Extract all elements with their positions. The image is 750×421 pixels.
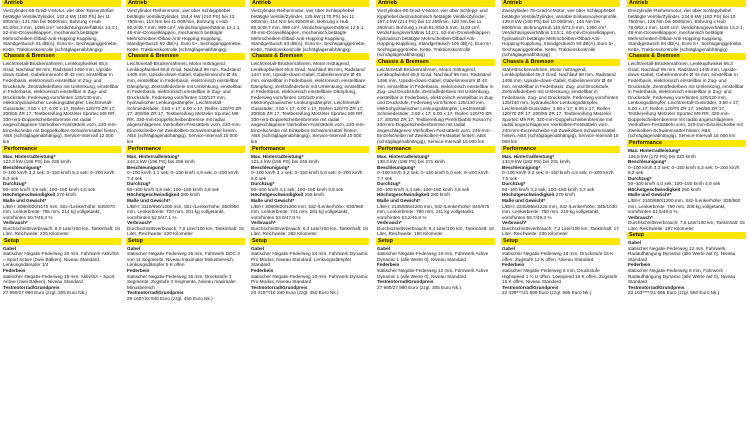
spec-label: Max. Hinterradleistung* <box>127 153 180 159</box>
section-header-antrieb: Antrieb <box>2 0 121 7</box>
spec-label: Max. Hinterradleistung* <box>628 148 681 154</box>
section-header-antrieb: Antrieb <box>627 0 746 7</box>
section-header-performance: Performance <box>2 146 121 153</box>
spec-label: Beschleunigung* <box>3 164 42 170</box>
spec-label: Durchzug* <box>251 181 275 187</box>
spec-column-4 <box>376 0 495 421</box>
spec-label: Verbrauch* <box>127 220 152 226</box>
spec-label: Durchzug* <box>628 175 652 181</box>
antrieb-text: Zweizylinder-75-Grad-V-Motor, vier über Schlepphebel betätigte Ventile/Zylinder, variable Einlassnockenprofile, 139,8 kW (190 PS) bei 10 000/min, 145 Nm bei 8000/min, Bohrung/Hub 110,0/71,0 mm, 1350 cm³, Verdichtungsverhältnis 13,5:1, 60-mm-Drosselklappen, hydraulisch betätigte Mehrscheiben-Ölbad-Anti-Hopping-Kupplung, Standgeräusch 93 dB(A), Euro 5+, Sechsganggetriebe, Kette, Traktionskontrolle (schräglagenabhängig) <box>502 8 618 58</box>
setup-block <box>251 246 368 296</box>
antrieb-text: Vierzylinder-Reihenmotor, vier über Schlepphebel betätigte Ventile/Zylinder, 125 kW (170 PS) bei 11 000/min, 114 Nm bei 9250/min, Bohrung x Hub 80,0/49,7 mm, 999 cm³, Verdichtungsverhältnis 12,5:1, 48-mm-Drosselklappen, mechanisch betätigte Mehrscheiben-Ölbad-Anti-Hopping-Kupplung, Standgeräusch 93 dB(A), Euro 5+, Sechsganggetriebe, Kette, Traktionskontrolle (schräglagenabhängig) <box>251 8 366 52</box>
spec-label: Testmotorrad/Grundpreis <box>3 284 60 290</box>
spec-label: Beschleunigung* <box>127 164 166 170</box>
section-header-setup: Setup <box>627 232 746 239</box>
spec-value: Durchschnittsverbrauch: 7,2 Liter/100 km, Tankinhalt: 17 Liter, Reichweite: 236 Kilometer <box>502 225 619 237</box>
spec-value: statischer Negativ-Federweg 8 mm, Fahrwerk Radaufhängung Dynamic (alle Werte auf 0), Niveau Standard <box>628 267 736 285</box>
spec-value: statischer Negativ-Federweg 26 mm, Fahrwerk DDC 3 von 11 Segmente, Niveau maximaler Minusbereich, Lenkungsdämpfer 5 K offen <box>127 251 240 268</box>
spec-value: 0–100 km/h 3,2 sek; 0–150 km/h 5,0 sek; 0–200 km/h 7,7 sek <box>377 170 489 181</box>
spec-label: Federbein <box>251 267 274 273</box>
spec-value: 50–100 km/h 3,9 sek; 100–150 km/h 4,0 sek <box>3 186 96 192</box>
spec-value: 20 415**/16 280 Euro (zzgl. 450 Euro Nk.) <box>251 290 339 296</box>
section-header-antrieb: Antrieb <box>376 0 495 7</box>
performance-block <box>502 154 619 237</box>
spec-label: Höchstgeschwindigkeit <box>251 192 304 198</box>
spec-value: 50–100 km/h 4,4 sek; 100–150 km/h 3,8 sek <box>377 186 470 192</box>
spec-value: 260 km/h <box>681 186 701 192</box>
chassis-text: Leichtmetall-Brückenrahmen, Motor mittragend, Lenkkopfwinkel 65,5 Grad, Nachlauf 99 mm, Radstand 1496 mm, Upside-down-Gabel, Gabelinnenrohr Ø 43 mm, einstellbar in Federbasis, elektronisch einstellbar in Zug- und Druckstufe, Zentralfederbein mit Umlenkung, einstellbar in Federbasis, elektronisch einstellbar in Zug- und Druckstufe, Federweg vorn/hinten 125/130 mm, elektrohydraulischer Lenkungsdämpfer, Leichtmetall-Schmiederäder, 3.50 x 17; 6.00 x 17, Reifen 120/70 ZR 17; 200/60 ZR 17, Testbereifung Pirelli Diablo Rosso IV, 330-mm-Doppelscheibenbremse mit radial angeschlagenen Vierkolben-Festsätteln vorn, 245-mm-Einzelscheibe mit Zweikolben-Festsattel hinten, ABS (schräglagenabhängig), Service-Intervall 15 000 km <box>377 66 494 145</box>
section-header-chassis: Chassis & Bremsen <box>126 53 245 60</box>
spec-value: 0–100 km/h 3,2 sek; 0–150 km/h 4,9 sek; 0–200 km/h 7,5 sek <box>502 170 614 181</box>
spec-label: Maße und Gewicht* <box>251 197 295 203</box>
performance-block <box>3 154 120 237</box>
performance-block <box>377 154 494 237</box>
section-header-setup: Setup <box>250 238 369 245</box>
spec-value: L/B/H: 2135/855/1200 mm, Sitz-/Lenkerhöhe: 840/975 mm, Lenkerbreite: 790 mm, 211 kg vollgetankt, vorn/hinten 53,2/46,8 % <box>377 203 490 220</box>
spec-value: statischer Negativ-Federweg 15 mm, Aktiv/SA – Sport Active (zwei Balken), Niveau Standard <box>3 273 115 285</box>
spec-label: Testmotorrad/Grundpreis <box>251 284 308 290</box>
spec-label: Maße und Gewicht* <box>502 197 546 203</box>
spec-label: Maße und Gewicht* <box>127 197 171 203</box>
spec-value: 22 163****/21 695 Euro (zzgl. 550 Euro Nk.) <box>628 290 720 296</box>
section-header-chassis: Chassis & Bremsen <box>501 59 620 66</box>
section-header-antrieb: Antrieb <box>126 0 245 7</box>
spec-value: Durchschnittsverbrauch: 7,6 Liter/100 km, Tankinhalt: 15 Liter, Reichweite: 197 Kilometer <box>628 220 745 231</box>
spec-label: Durchzug* <box>3 181 27 187</box>
spec-value: 138,3 kW (188 PS) bei 271 km/h <box>377 159 445 165</box>
setup-block <box>628 240 745 295</box>
spec-value: 0–100 km/h 3,3 sek; 0–150 km/h 5,2 sek; 0–200 km/h 8,2 sek <box>628 164 740 176</box>
spec-value: 22 439***/21 699 Euro (zzgl. 695 Euro Nk.) <box>502 290 592 296</box>
antrieb-text: Dreizylinder-Reihenmotor, vier über Schlepphebel betätigte Ventile/Zylinder, 134,6 kW (183 PS) bei 10 750/min, 128 Nm bei 9000/min, Bohrung x Hub 78,0/62,1 mm, 1160 cm³, Verdichtungsverhältnis 13,2:1, 48-mm-Drosselklappen, mechanisch betätigte Mehrscheiben-Ölbad-Anti-Hopping-Kupplung, Standgeräusch 94 dB(A), Euro 5+, Sechsganggetriebe, Kette, Traktionskontrolle (schräglagenabhängig) <box>628 8 744 52</box>
section-header-performance: Performance <box>627 140 746 147</box>
spec-label: Gabel <box>251 245 265 251</box>
spec-value: 270 km/h <box>56 192 76 198</box>
spec-label: Federbein <box>628 262 651 268</box>
spec-label: Beschleunigung* <box>251 164 290 170</box>
section-header-performance: Performance <box>501 146 620 153</box>
spec-label: Maße und Gewicht* <box>628 192 672 198</box>
spec-label: Durchzug* <box>502 181 526 187</box>
spec-label: Gabel <box>3 245 17 251</box>
chassis-text: Leichtmetall-Brückenrahmen, Motor mittragend, Lenkkopfwinkel 65,8 Grad, Nachlauf 98 mm, Radstand 1405 mm, Upside-down-Gabel, Gabelinnenrohr Ø 45 mm, einstellbar in Federbasis, elektronisch einstellbar Dämpfung, Zentralfederbein mit Umlenkung, einstellbar in Federbasis, elektronisch einstellbar in Zug- und Druckstufe, Federweg vorn/hinten 120/127 mm, hydraulischer Lenkungsdämpfer, Leichtmetall-Schmiederäder, 3.50 x 17; 6.00 x 17, Reifen 120/70 ZR 17; 200/55 ZR 17, Testbereifung Metzeler Sportec M9 RR, 330-mm-Doppelscheibenbremse mit radial angeschlagenen Vierkolben-Festsätteln vorn, 220-mm-Einzelscheibe mit Zweikolben-Schwimmsattel hinten, ABS (schräglagenabhängig), Service-Intervall 10 000 km <box>127 61 242 145</box>
spec-value: 0–100 km/h 3,1 sek; 0–150 km/h 4,9 sek; 0–200 km/h 7,4 sek <box>127 170 239 181</box>
spec-column-6 <box>627 0 746 421</box>
spec-label: Verbrauch* <box>251 220 276 226</box>
spec-value: statischer Negativ-Federweg 18 mm, Druckstufe 15 K offen, Zugstufe 12 K offen, Niveau Standard <box>502 251 614 262</box>
spec-value: 270 km/h <box>555 192 575 198</box>
spec-value: statischer Negativ-Federweg 6 mm, Druckstufe Highspeed 1 ¼ U offen, Lowspeed 16 K offen, Zugstufe 16 K offen, Niveau Standard <box>502 267 618 285</box>
spec-value: 133,9 kW (182 PS) bei 231 km/h <box>502 159 570 165</box>
spec-column-3 <box>250 0 369 421</box>
performance-block <box>251 154 368 237</box>
setup-block <box>127 246 244 301</box>
spec-label: Maße und Gewicht* <box>377 197 421 203</box>
performance-block <box>628 148 745 231</box>
spec-value: Durchschnittsverbrauch: 7,5 Liter/100 km, Tankinhalt: 16 Liter, Reichweite: 220 Kilometer <box>127 225 244 237</box>
spec-value: statischer Negativ-Federweg 10 mm, Fahrwerk Dynamic Pro Modus, Niveau Standard <box>251 273 368 285</box>
spec-label: Höchstgeschwindigkeit <box>3 192 56 198</box>
spec-value: statischer Negativ-Federweg 24 mm, Fahrwerk Dynamic Pro Modus, Niveau Standard, Lenkungsdämpfer Standard <box>251 251 368 268</box>
chassis-text: Leichtmetall-Brückenrahmen, Lenkkopfwinkel 65,6 Grad, Nachlauf 98 mm, Radstand 1450 mm, Upside-down-Gabel, Gabelinnenrohr Ø 43 mm, einstellbar in Federbasis, elektronisch einstellbar in Zug- und Druckstufe, Zentralfederbein mit Umlenkung, einstellbar in Federbasis, elektronisch einstellbar in Zug- und Druckstufe, Federweg vorn/hinten 120/130 mm, elektrohydraulischer Lenkungsdämpfer, Leichtmetall-Gussräder, 3.50 x 17; 6.00 x 17, Reifen 120/70 ZR 17; 200/55 ZR 17, Testbereifung Metzeler Sportec M9 RR, 330-mm-Doppelscheibenbremse mit radial angeschlagenen Vierkolben-Festsätteln vorn, 220-mm-Einzelscheibe mit Doppelkolben-Schwimmsattel hinten, ABS (schräglagenabhängig), Service-Intervall 12 000 km <box>3 61 119 145</box>
spec-label: Gabel <box>502 245 516 251</box>
spec-value: 0–100 km/h 3,1 sek; 0–150 km/h 5,0 sek; 0–200 km/h 8,0 sek <box>251 170 363 181</box>
antrieb-text: Vierzylinder-Reihenmotor, vier über Schlepphebel betätigte Ventile/Zylinder, 154,4 kW (210 PS) bei 13 750/min, 113 Nm bei 11 000/min, Bohrung x Hub 80,0/49,7 mm, 999 cm³, Verdichtungsverhältnis 13,1:1, 48-mm-Drosselklappen, mechanisch betätigte Mehrscheiben-Ölbad-Anti-Hopping-Kupplung, Standgeräusch 92 dB(A), Euro 5+, Sechsganggetriebe, Kette, Traktionskontrolle (schräglagenabhängig) <box>127 8 242 52</box>
spec-label: Verbrauch* <box>377 220 402 226</box>
spec-label: Höchstgeschwindigkeit <box>127 192 180 198</box>
spec-value: L/B/H: 2100/880/1200 mm, Sitz-/Lenkerhöhe: 835/960 mm, Lenkerbreite: 750 mm, 206 kg vollgetankt, vorn/hinten 51,5/48,5 % <box>628 197 741 215</box>
spec-value: 280 km/h <box>430 192 450 198</box>
spec-label: Testmotorrad/Grundpreis <box>377 279 434 285</box>
spec-label: Max. Hinterradleistung* <box>3 153 56 159</box>
spec-label: Durchzug* <box>127 181 151 187</box>
spec-value: statischer Negativ-Federweg 12 mm, Fahrwerk Radaufhängung Dynamic (alle Werte auf 0), Niveau Standard <box>628 245 736 262</box>
spec-value: L/B/H: 2080/820/1200 mm, Sitz-/Lenkerhöhe: 830/960 mm, Lenkerbreite: 741 mm, 201 kg vollgetankt, vorn/hinten 53,0/47,0 % <box>251 203 364 220</box>
spec-value: 122,3 kW (166 PS) bei 226 km/h <box>3 159 71 165</box>
setup-block <box>377 246 494 290</box>
spec-column-2 <box>126 0 245 421</box>
spec-label: Max. Hinterradleistung* <box>502 153 555 159</box>
spec-label: Federbein <box>502 262 525 268</box>
spec-label: Höchstgeschwindigkeit <box>502 192 555 198</box>
spec-label: Verbrauch* <box>502 220 527 226</box>
spec-label: Max. Hinterradleistung* <box>377 153 430 159</box>
spec-label: Verbrauch* <box>3 220 28 226</box>
spec-label: Beschleunigung* <box>502 164 541 170</box>
spec-label: Max. Hinterradleistung* <box>251 153 304 159</box>
chassis-text: Leichtmetall-Brückenrahmen, Lenkkopfwinkel 66,3 Grad, Nachlauf 99 mm, Radstand 1445 mm, Upside-down-Gabel, Gabelinnenrohr Ø 43 mm, einstellbar in Federbasis, elektronisch einstellbar in Zug- und Druckstufe, Zentralfederbein mit Umlenkung, einstellbar in Federbasis, elektronisch einstellbar in Zug- und Druckstufe, Federweg vorn/hinten 120/120 mm, Lenkungsdämpfer, Leichtmetall-Gussräder, 3.50 x 17; 6.00 x 17, Reifen 120/70 ZR 17; 190/55 ZR 17, Testbereifung Metzeler Sportec M9 RR, 320-mm-Doppelscheibenbremse mit radial angeschlagenen Vierkolben-Festsätteln vorn, 220-mm-Einzelscheibe mit Zweikolben-Schwimmsattel hinten, ABS (schräglagenabhängig), Service-Intervall 16 000 km <box>628 61 744 139</box>
spec-value: 144,2 kW (196 PS) bei 269 km/h <box>127 159 195 165</box>
spec-label: Gabel <box>628 240 642 246</box>
chassis-text: Leichtmetall-Brückenrahmen, Motor mittragend, Lenkkopfwinkel 65,6 Grad, Nachlauf 98 mm, Radstand 1447 mm, Upside-down-Gabel, Gabelinnenrohr Ø 45 mm, einstellbar in Federbasis, elektronisch einstellbare Dämpfung, Zentralfederbein mit Umlenkung, einstellbar in Federbasis, elektronisch einstellbare Dämpfung, Federweg vorn/hinten 120/120 mm, elektrohydraulischer Lenkungsdämpfer, Leichtmetall-Gussräder, 3.50 x 17; 6.00 x 17, Reifen 120/70 ZR 17; 200/55 ZR 17, Testbereifung Metzeler Sportec M9 RR, 330-mm-Doppelscheibenbremse mit radial angeschlagenen Vierkolben-Festsätteln vorn, 220-mm-Einzelscheibe mit Einkolben-Schwimmsattel hinten, ABS (schräglagenabhängig), Service-Intervall 10 000 km <box>251 61 366 145</box>
spec-label: Durchzug* <box>377 181 401 187</box>
section-header-chassis: Chassis & Bremsen <box>376 59 495 66</box>
spec-label: Höchstgeschwindigkeit <box>628 186 681 192</box>
setup-block <box>3 246 120 296</box>
spec-label: Beschleunigung* <box>628 159 667 165</box>
spec-value: statischer Negativ-Federweg 12 mm, Fahrwerk Active Dynamic 1 (alle Werte 0), Niveau Standard <box>377 267 489 279</box>
spec-label: Gabel <box>377 245 391 251</box>
spec-label: Federbein <box>377 262 400 268</box>
spec-label: Maße und Gewicht* <box>3 197 47 203</box>
section-header-chassis: Chassis & Bremsen <box>250 53 369 60</box>
section-header-chassis: Chassis & Bremsen <box>2 53 121 60</box>
section-header-setup: Setup <box>501 238 620 245</box>
spec-value: statischer Negativ-Federweg 15 mm, Druckstufe 3 Segmente, Zugstufe 3 Segmente, Niveau maximaler Minusbereich <box>127 273 236 290</box>
spec-column-1 <box>2 0 121 421</box>
spec-value: 0–100 km/h 3,2 sek; 0–150 km/h 5,2 sek; 0–200 km/h 8,3 sek <box>3 170 115 181</box>
section-header-chassis: Chassis & Bremsen <box>627 53 746 60</box>
spec-column-5 <box>501 0 620 421</box>
spec-value: 27 990/27 990 Euro (zzgl. 305 Euro Nk.) <box>3 290 87 296</box>
spec-value: 255 km/h <box>304 192 324 198</box>
spec-value: L/B/H: 2110/890/1200 mm, Sitz-/Lenkerhöhe: 850/950 mm, Lenkerbreite: 720 mm, 201 kg vollgetankt, vorn/hinten 52,9/47,1 % <box>127 203 239 220</box>
spec-label: Testmotorrad/Grundpreis <box>502 284 559 290</box>
section-header-performance: Performance <box>376 146 495 153</box>
section-header-setup: Setup <box>2 238 121 245</box>
spec-value: Durchschnittsverbrauch: 8,0 Liter/100 km, Tankinhalt: 18 Liter, Reichweite: 225 Kilometer <box>3 225 120 237</box>
spec-value: 29 160*/22 940 Euro (zzgl. 450 Euro Nk.) <box>127 295 213 301</box>
spec-value: statischer Negativ-Federweg 16 mm, Fahrwerk Active Dynamic 1 (alle Werte 0), Niveau Standard <box>377 251 489 262</box>
section-header-performance: Performance <box>250 146 369 153</box>
spec-value: Durchschnittsverbrauch: 6,3 Liter/100 km, Tankinhalt: 18 Liter, Reichweite: 282 Kilometer <box>251 225 368 237</box>
setup-block <box>502 246 619 296</box>
spec-label: Höchstgeschwindigkeit <box>377 192 430 198</box>
spec-value: 50–100 km/h 3,2 sek; 100–150 km/h 3,2 sek <box>502 186 595 192</box>
spec-value: Durchschnittsverbrauch: 8,4 Liter/100 km, Tankinhalt: 16 Liter, Reichweite: 190 Kilometer <box>377 225 494 237</box>
spec-value: 121,4 kW (165 PS) bei 246 km/h <box>251 159 319 165</box>
section-header-antrieb: Antrieb <box>250 0 369 7</box>
spec-value: 50–100 km/h 4,0 sek; 100–150 km/h 4,0 sek <box>628 181 721 187</box>
spec-label: Testmotorrad/Grundpreis <box>127 290 184 296</box>
spec-value: L/B/H: 2080/920/1170 mm, Sitz-/Lenkerhöhe: 845/970 mm, Lenkerbreite: 755 mm, 214 kg vollgetankt, vorn/hinten 50,7/49,3 % <box>3 203 115 220</box>
performance-block <box>127 154 244 237</box>
spec-value: 50–100 km/h 4,1 sek; 100–150 km/h 3,8 sek <box>251 186 344 192</box>
spec-label: Verbrauch* <box>628 214 653 220</box>
spec-value: 50–100 km/h 3,8 sek; 100–150 km/h 3,8 sek <box>127 186 220 192</box>
spec-value: L/B/H: 2235/855/1225 mm, Sitz-/Lenkerhöhe: 845/1030 mm, Lenkerbreite: 760 mm, 219 kg vollgetankt, vorn/hinten 50,7/49,3 % <box>502 203 617 220</box>
spec-label: Beschleunigung* <box>377 164 416 170</box>
chassis-text: Stahl-Brückenrahmen, Motor mittragend, Lenkkopfwinkel 65,3 Grad, Nachlauf 98 mm, Radstand 1495 mm, Upside-down-Gabel, Gabelinnenrohr Ø 48 mm, einstellbar in Federbasis, Zug- und Druckstufe, Zentralfederbein mit Umlenkung, einstellbar in Federbasis, Zug- und Druckstufe, Federweg vorn/hinten 125/140 mm, hydraulischer Lenkungsdämpfer, Leichtmetall-Gussräder, 3.50 x 17; 6.00 x 17, Reifen 120/70 ZR 17; 200/55 ZR 17, Testbereifung Metzeler Sportec M9 RR, 320-mm-Doppelscheibenbremse mit radial angeschlagenen Vierkolben-Festsätteln vorn, 240-mm-Einzelscheibe mit Zweikolben-Schwimmsattel hinten, ABS (schräglagenabhängig), Service-Intervall 15 000 km <box>502 66 619 145</box>
spec-label: Gabel <box>127 245 141 251</box>
antrieb-text: Vierzylinder-90-Grad-V-Motor, vier über Schlepp- und Kipphebel desmodromisch betätigte Ventile/Zylinder, 157,4 kW (214 PS) bei 13 250/min, 120 Nm bei 11 250/min, Bohrung x Hub 81,0/53,5 mm, 1103 cm³, Verdichtungsverhältnis 14,0:1, 52-mm-Drosselklappen, hydraulisch betätigte Mehrscheiben-Ölbad-Anti-Hopping-Kupplung, Standgeräusch 105 dB(A), Euro 5+, Sechsganggetriebe, Kette, Traktionskontrolle (schräglagenabhängig) <box>377 8 493 58</box>
section-header-setup: Setup <box>376 238 495 245</box>
spec-value: 27 990/27 990 Euro (zzgl. 305 Euro Nk.) <box>377 284 461 290</box>
spec-value: statischer Negativ-Federweg 20 mm, Fahrwerk Aktiv/SA – Sport Active (zwei Balken), Niveau Standard, Lenkungsdämpfer 1/4 <box>3 251 119 268</box>
spec-value: 126,5 kW (172 PS) bei 223 km/h <box>628 153 696 159</box>
spec-value: 280 km/h <box>180 192 200 198</box>
antrieb-text: Vierzylinder-65-Grad-V-Motor, vier über Tassenstößel betätigte Ventile/Zylinder, 132,4 kW (180 PS) bei 11 800/min, 121 Nm bei 9650/min, Bohrung x Hub 81,0/53,3 mm, 1099 cm³, Verdichtungsverhältnis 13,3:1, 52-mm-Drosselklappen, mechanisch betätigte Mehrscheiben-Ölbad-Anti-Hopping-Kupplung, Standgeräusch 91 dB(A), Euro 5+, Sechsganggetriebe, Kette, Traktionskontrolle (schräglagenabhängig) <box>3 8 120 52</box>
section-header-antrieb: Antrieb <box>501 0 620 7</box>
spec-label: Federbein <box>127 267 150 273</box>
section-header-performance: Performance <box>126 146 245 153</box>
section-header-setup: Setup <box>126 238 245 245</box>
spec-label: Federbein <box>3 267 26 273</box>
spec-label: Testmotorrad/Grundpreis <box>628 284 685 290</box>
